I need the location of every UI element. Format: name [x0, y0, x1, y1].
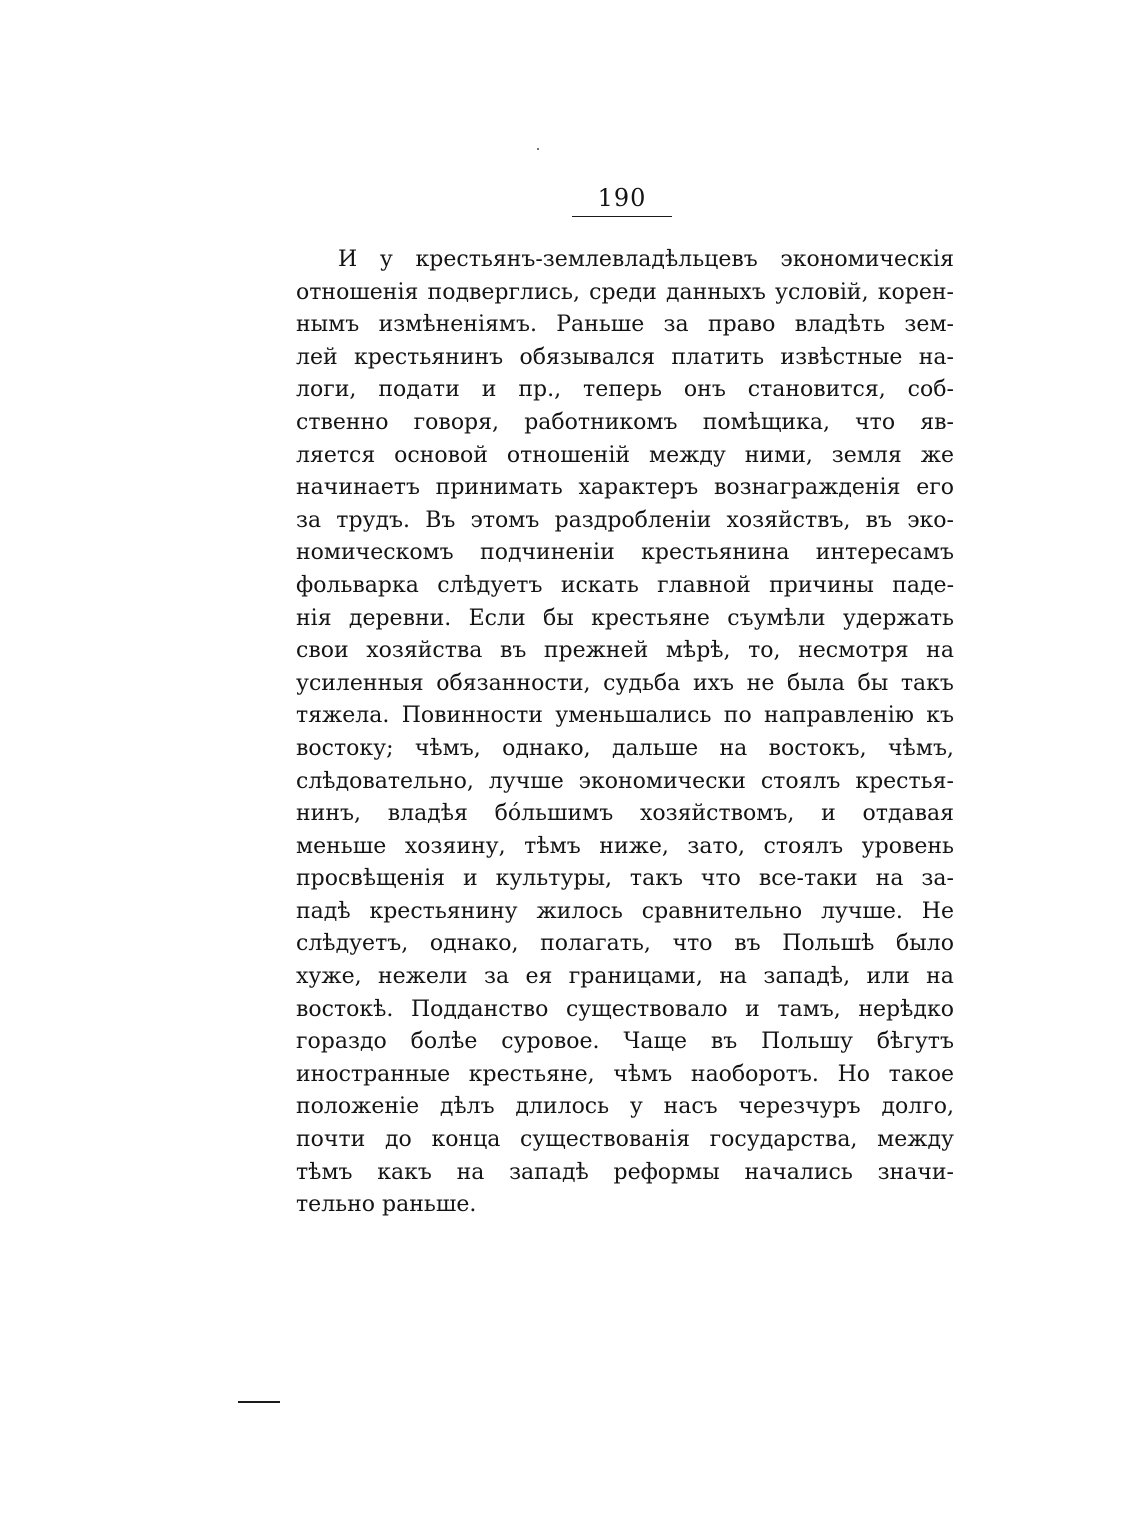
- word: уровень: [861, 833, 954, 859]
- word: просвѣщенія: [296, 866, 446, 892]
- word: начинаетъ: [296, 475, 420, 501]
- word: за: [663, 312, 689, 338]
- word: въ: [710, 1029, 738, 1055]
- word: насъ: [663, 1094, 718, 1120]
- word: паде-: [892, 572, 954, 598]
- word: эко-: [907, 507, 954, 533]
- word: подверглись,: [427, 279, 580, 305]
- word: бы: [857, 670, 889, 696]
- word: удержать: [842, 605, 954, 631]
- text-line: [296, 733, 954, 766]
- word: Въ: [425, 507, 456, 533]
- word: отношенія: [296, 279, 419, 305]
- word: Но: [837, 1061, 871, 1087]
- word: востокѣ.: [296, 996, 394, 1022]
- word: у: [379, 247, 393, 272]
- word: ними,: [744, 442, 813, 468]
- word: дѣлъ: [439, 1094, 495, 1120]
- word: зем-: [904, 312, 954, 338]
- word: яв-: [920, 409, 954, 435]
- word: условій,: [775, 279, 869, 305]
- word: хозяйствомъ,: [639, 801, 795, 827]
- word: востоку;: [296, 735, 394, 761]
- word: ея: [525, 964, 553, 990]
- word: черезчуръ: [738, 1094, 861, 1120]
- word: становится,: [747, 377, 886, 403]
- word: хуже,: [296, 964, 362, 990]
- word: востокъ,: [768, 735, 867, 761]
- word: положеніе: [296, 1094, 420, 1120]
- word: экономически: [578, 768, 746, 794]
- word: подчиненіи: [480, 540, 615, 566]
- word: крестьяне,: [468, 1061, 595, 1087]
- word: значи-: [877, 1159, 954, 1185]
- word: вознагражденія: [713, 475, 901, 501]
- text-line: [296, 374, 954, 407]
- word: Подданство: [410, 996, 549, 1022]
- word: пр.,: [518, 377, 562, 403]
- word: измѣненіямъ.: [378, 312, 537, 338]
- word: культуры,: [495, 866, 612, 892]
- word: такъ: [900, 670, 954, 696]
- word: хозяйства: [366, 638, 483, 664]
- word: на-: [918, 344, 954, 370]
- word: однако,: [502, 735, 591, 761]
- word: стоялъ: [763, 833, 844, 859]
- word: начались: [744, 1159, 853, 1185]
- word: полагать,: [540, 931, 651, 957]
- text-line: [296, 961, 954, 994]
- word: меньше: [296, 833, 387, 859]
- word: существованія: [520, 1127, 690, 1153]
- word: суровое.: [501, 1029, 600, 1055]
- word: несмотря: [798, 638, 909, 664]
- text-line: [296, 668, 954, 701]
- word: болѣе: [410, 1029, 478, 1055]
- word: Раньше: [556, 312, 645, 338]
- word: Не: [921, 898, 954, 924]
- word: въ: [499, 638, 527, 664]
- word: нымъ: [296, 312, 360, 338]
- word: бóльшимъ: [494, 801, 614, 827]
- word: западѣ: [509, 1159, 589, 1185]
- footnote-rule: [238, 1401, 280, 1403]
- word: или: [866, 964, 910, 990]
- word: Повинности: [401, 703, 543, 729]
- word: тельно раньше.: [296, 1192, 477, 1218]
- word: крестья-: [855, 768, 954, 794]
- word: и: [481, 377, 497, 403]
- word: нія: [296, 605, 332, 631]
- word: длилось: [515, 1094, 610, 1120]
- word: слѣдуетъ: [437, 572, 543, 598]
- word: тамъ,: [777, 996, 841, 1022]
- text-line: [296, 1026, 954, 1059]
- word: же: [920, 442, 954, 468]
- word: такъ: [629, 866, 683, 892]
- word: въ: [865, 507, 893, 533]
- word: помѣщика,: [702, 409, 830, 435]
- text-line: [296, 1157, 954, 1190]
- word: среди: [589, 279, 657, 305]
- word: лей: [296, 344, 338, 370]
- word: на: [719, 735, 748, 761]
- word: реформы: [613, 1159, 720, 1185]
- word: по: [723, 703, 752, 729]
- word: направленію: [764, 703, 914, 729]
- word: гораздо: [296, 1029, 387, 1055]
- word: причины: [769, 572, 874, 598]
- text-line: [296, 342, 954, 375]
- word: все-таки: [758, 866, 858, 892]
- word: у: [629, 1094, 643, 1120]
- text-line: [296, 472, 954, 505]
- word: тѣмъ: [524, 833, 581, 859]
- word: чѣмъ: [613, 1061, 673, 1087]
- word: и: [462, 866, 478, 892]
- word: долго,: [881, 1094, 954, 1120]
- word: лучше: [488, 768, 564, 794]
- word: хозяину,: [404, 833, 506, 859]
- word: обязанности,: [436, 670, 591, 696]
- word: государства,: [709, 1127, 858, 1153]
- page-number: 190: [597, 184, 647, 212]
- word: однако,: [429, 931, 519, 957]
- word: отношеній: [506, 442, 631, 468]
- word: между: [648, 442, 726, 468]
- word: этомъ: [470, 507, 540, 533]
- word: нинъ,: [296, 801, 361, 827]
- word: номическомъ: [296, 540, 454, 566]
- text-line: [296, 505, 954, 538]
- text-line: [296, 798, 954, 831]
- word: и: [821, 801, 836, 827]
- word: нежели: [377, 964, 468, 990]
- word: слѣдовательно,: [296, 768, 474, 794]
- text-line: [296, 700, 954, 733]
- word: иностранные: [296, 1061, 451, 1087]
- word: за-: [921, 866, 954, 892]
- text-line: [296, 407, 954, 440]
- text-line: [296, 440, 954, 473]
- word: падѣ: [296, 898, 351, 924]
- word: между: [877, 1127, 954, 1153]
- word: Польшу: [761, 1029, 853, 1055]
- word: теперь: [583, 377, 662, 403]
- word: раздробленіи: [554, 507, 712, 533]
- text-line: [296, 1059, 954, 1092]
- word: искать: [560, 572, 639, 598]
- word: корен-: [877, 279, 954, 305]
- word: бы: [542, 605, 574, 631]
- word: почти: [296, 1127, 366, 1153]
- word: какъ: [377, 1159, 432, 1185]
- word: за: [483, 964, 510, 990]
- word: крестьяне: [591, 605, 710, 631]
- word: на: [926, 964, 954, 990]
- word: крестьянъ-землевладѣльцевъ: [415, 247, 758, 272]
- word: съумѣли: [727, 605, 826, 631]
- word: мѣрѣ,: [665, 638, 731, 664]
- text-line: [296, 863, 954, 896]
- word: интересамъ: [815, 540, 954, 566]
- word: стоялъ: [760, 768, 841, 794]
- word: что: [700, 866, 741, 892]
- word: тѣмъ: [296, 1159, 353, 1185]
- word: владѣя: [387, 801, 468, 827]
- word: экономическія: [780, 247, 954, 272]
- word: нерѣдко: [858, 996, 954, 1022]
- word: сравнительно: [641, 898, 803, 924]
- word: то,: [748, 638, 781, 664]
- word: на: [926, 638, 954, 664]
- word: наоборотъ.: [690, 1061, 819, 1087]
- word: ляется: [296, 442, 376, 468]
- word: Чаще: [623, 1029, 687, 1055]
- word: соб-: [907, 377, 954, 403]
- word: чѣмъ,: [888, 735, 954, 761]
- word: существовало: [565, 996, 728, 1022]
- word: Если: [468, 605, 526, 631]
- word: на: [875, 866, 904, 892]
- word: судьба: [603, 670, 681, 696]
- word: свои: [296, 638, 349, 664]
- text-line: [296, 766, 954, 799]
- word: была: [786, 670, 845, 696]
- text-line: [296, 1124, 954, 1157]
- word: трудъ.: [336, 507, 411, 533]
- word: ниже,: [599, 833, 669, 859]
- word: и: [745, 996, 760, 1022]
- word: прежней: [543, 638, 649, 664]
- word: основой: [394, 442, 488, 468]
- page-number-rule: [572, 216, 672, 217]
- word: извѣстные: [780, 344, 903, 370]
- text-line: [296, 635, 954, 668]
- word: логи,: [296, 377, 357, 403]
- word: чѣмъ,: [414, 735, 481, 761]
- text-line: [296, 277, 954, 310]
- word: Польшѣ: [782, 931, 875, 957]
- word: что: [672, 931, 713, 957]
- word: за: [296, 507, 322, 533]
- word: на: [456, 1159, 485, 1185]
- word: фольварка: [296, 572, 419, 598]
- word: крестьянину: [369, 898, 518, 924]
- word: слѣдуетъ,: [296, 931, 409, 957]
- word: конца: [431, 1127, 501, 1153]
- word: право: [707, 312, 776, 338]
- word: земля: [831, 442, 902, 468]
- word: усиленныя: [296, 670, 424, 696]
- word: такое: [888, 1061, 954, 1087]
- word: работникомъ: [524, 409, 678, 435]
- word: тяжела.: [296, 703, 390, 729]
- word: принимать: [435, 475, 563, 501]
- text-line: [296, 570, 954, 603]
- word: деревни.: [348, 605, 452, 631]
- word: бѣгутъ: [876, 1029, 954, 1055]
- word: въ: [734, 931, 761, 957]
- word: что: [855, 409, 896, 435]
- text-line: [296, 1189, 954, 1222]
- word: отдавая: [862, 801, 954, 827]
- text-line: [296, 537, 954, 570]
- text-line: [296, 994, 954, 1027]
- word: говоря,: [413, 409, 500, 435]
- word: жилось: [536, 898, 623, 924]
- scan-speck: [537, 148, 539, 150]
- word: И: [338, 247, 358, 272]
- text-line: [296, 244, 954, 277]
- text-line: [296, 896, 954, 929]
- word: крестьянина: [641, 540, 790, 566]
- text-line: [296, 1091, 954, 1124]
- text-line: [296, 603, 954, 636]
- word: границами,: [568, 964, 703, 990]
- text-line: [296, 831, 954, 864]
- word: къ: [926, 703, 954, 729]
- paragraph: [296, 244, 954, 1222]
- word: онъ: [683, 377, 726, 403]
- word: характеръ: [578, 475, 699, 501]
- word: не: [746, 670, 775, 696]
- word: крестьянинъ: [353, 344, 504, 370]
- word: его: [916, 475, 954, 501]
- word: хозяйствъ,: [726, 507, 851, 533]
- word: данныхъ: [665, 279, 766, 305]
- word: уменьшались: [555, 703, 712, 729]
- word: до: [384, 1127, 412, 1153]
- word: подати: [378, 377, 460, 403]
- word: платить: [671, 344, 765, 370]
- text-line: [296, 309, 954, 342]
- text-line: [296, 928, 954, 961]
- word: западѣ,: [763, 964, 851, 990]
- word: владѣть: [794, 312, 886, 338]
- word: было: [896, 931, 954, 957]
- word: ихъ: [692, 670, 735, 696]
- word: дальше: [612, 735, 699, 761]
- word: ственно: [296, 409, 389, 435]
- word: обязывался: [519, 344, 656, 370]
- word: главной: [657, 572, 751, 598]
- word: на: [719, 964, 747, 990]
- word: зато,: [687, 833, 745, 859]
- word: лучше.: [820, 898, 903, 924]
